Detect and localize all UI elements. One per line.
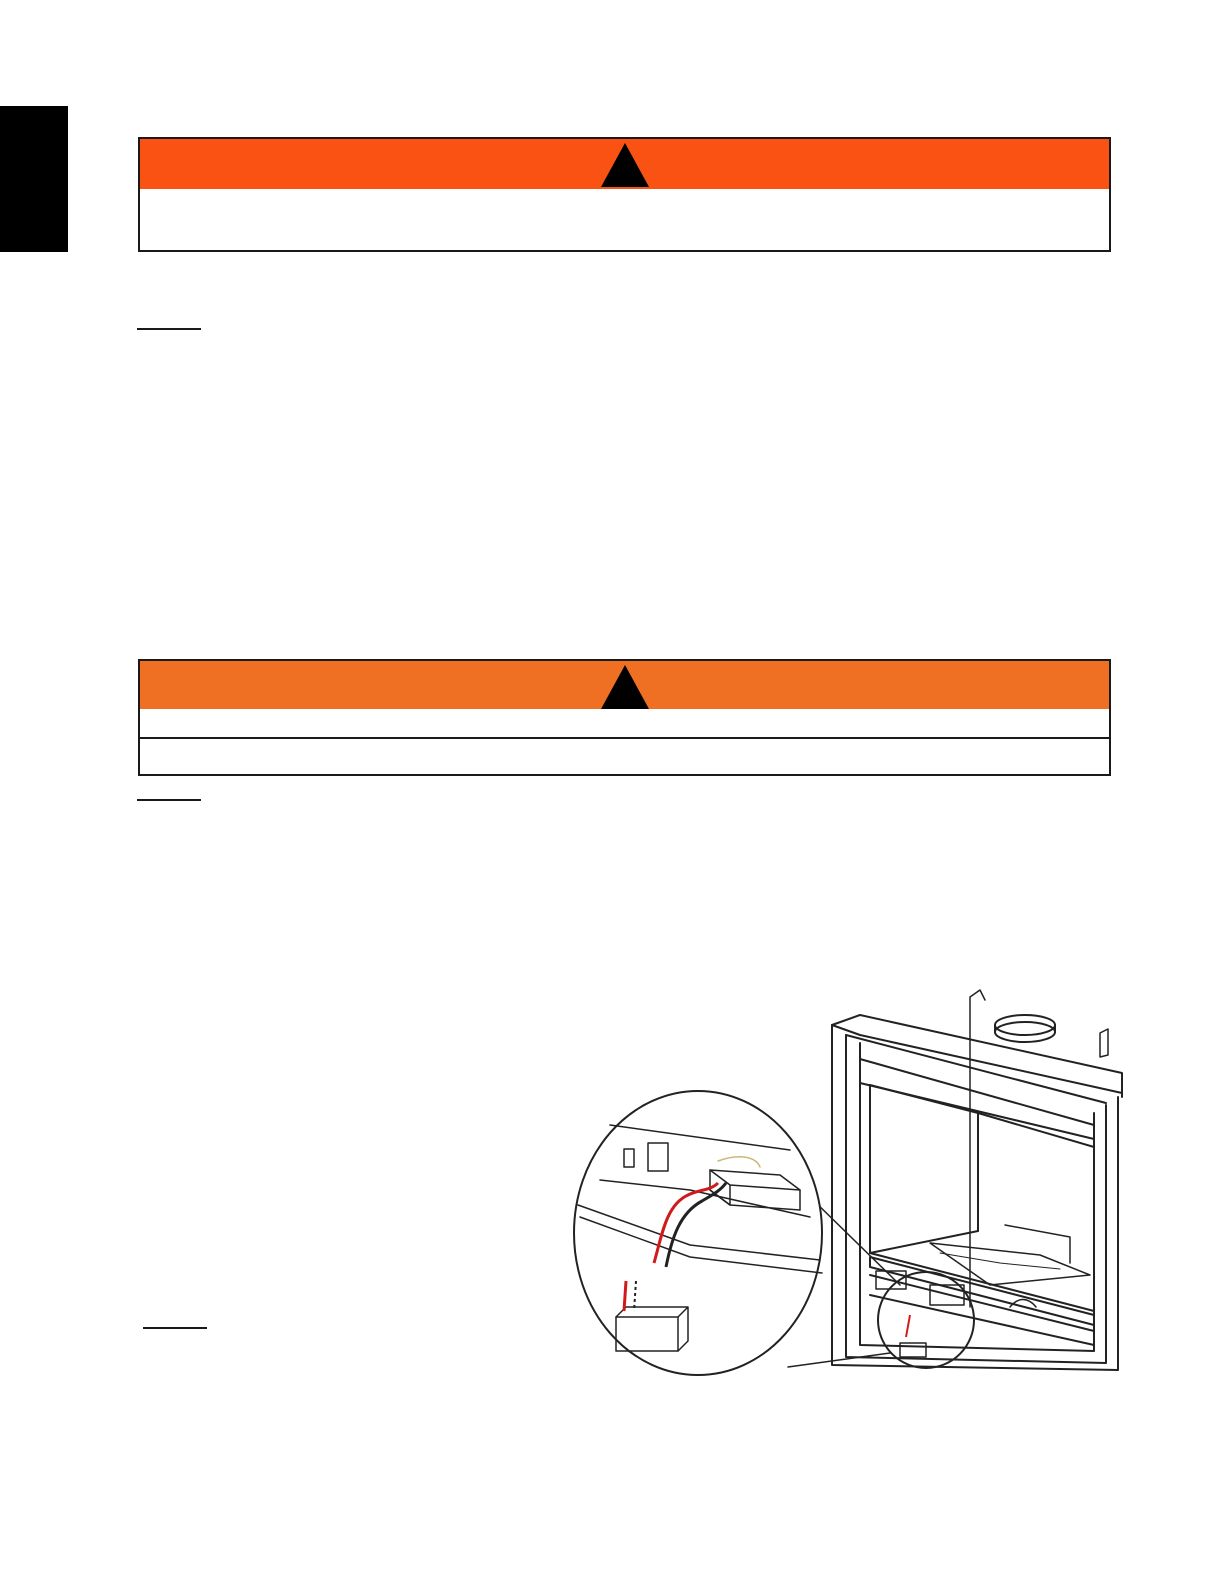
fireplace-line-drawing <box>570 985 1150 1385</box>
warning-box-2 <box>138 659 1111 776</box>
note-heading-underline-3 <box>143 1327 207 1329</box>
section-tab-marker <box>0 106 68 252</box>
note-heading-underline-2 <box>137 799 201 801</box>
warning-header-2 <box>140 661 1109 709</box>
warning-header-1 <box>140 139 1109 189</box>
warning-triangle-icon <box>601 665 649 709</box>
magnified-view-circle <box>574 1091 822 1375</box>
fireplace-illustration <box>570 985 1150 1385</box>
note-heading-underline-1 <box>137 328 201 330</box>
front-frame-inner <box>846 1035 1106 1363</box>
warning-triangle-icon <box>601 143 649 187</box>
warning-box-1 <box>138 137 1111 252</box>
warning-box-2-divider <box>140 737 1109 739</box>
